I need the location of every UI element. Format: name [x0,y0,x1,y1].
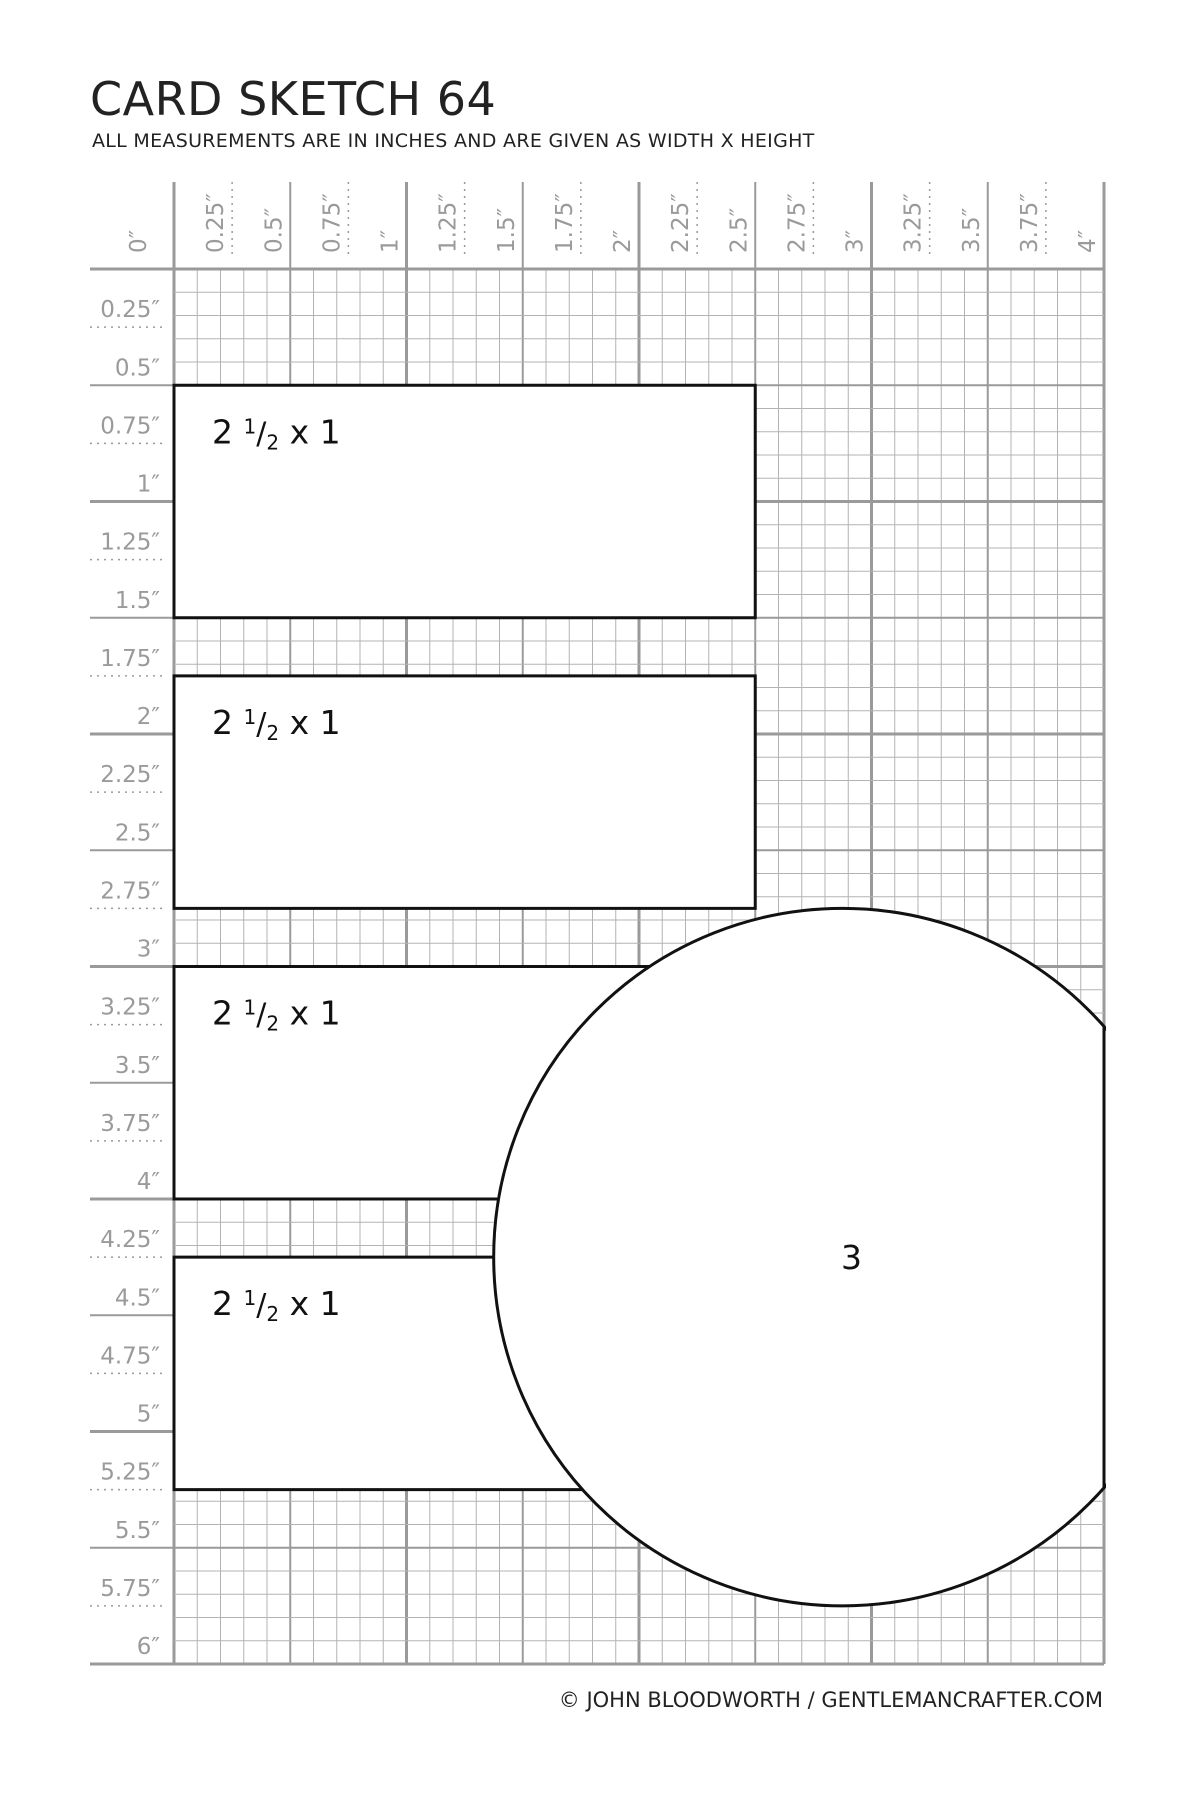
copyright-footer: © JOHN BLOODWORTH / GENTLEMANCRAFTER.COM [558,1688,1103,1712]
origin-label: 0″ [126,229,152,253]
column-tick-label: 0.25″ [203,193,230,253]
row-tick-label: 5″ [136,1401,160,1428]
row-tick-label: 0.75″ [100,413,160,440]
row-tick-label: 2″ [136,704,160,730]
column-tick-label: 3″ [842,229,869,253]
row-tick-label: 0.25″ [100,297,160,324]
row-tick-label: 1.5″ [114,587,160,614]
column-tick-label: 1.75″ [551,193,578,253]
row-tick-label: 5.75″ [100,1575,160,1602]
column-tick-label: 1.5″ [493,207,520,253]
row-tick-label: 4.5″ [114,1285,160,1312]
panel-dimension-label: 2 $^1$/2 x 1 [212,1284,341,1327]
column-tick-label: 2″ [610,229,636,253]
row-tick-label: 4″ [136,1169,160,1195]
column-tick-label: 3.5″ [958,207,985,253]
column-tick-label: 0.75″ [319,193,346,253]
row-tick-label: 3.25″ [100,994,160,1021]
sketch-shapes [174,385,1191,1606]
column-tick-label: 3.75″ [1016,193,1043,253]
panel-dimension-label: 2 $^1$/2 x 1 [212,412,341,455]
row-tick-label: 0.5″ [114,355,160,382]
row-tick-label: 1.75″ [100,645,160,672]
row-tick-label: 2.25″ [100,762,160,789]
column-tick-label: 1″ [377,229,404,253]
circle-diameter-label: 3 [840,1238,862,1278]
row-tick-label: 3″ [136,936,160,963]
row-tick-label: 2.75″ [100,878,160,905]
page-title: CARD SKETCH 64 [90,72,497,126]
row-tick-label: 4.25″ [100,1227,160,1254]
column-ruler [126,182,1101,257]
panel-dimension-label: 2 $^1$/2 x 1 [212,702,341,745]
row-tick-label: 6″ [136,1634,160,1660]
row-tick-label: 4.75″ [100,1343,160,1370]
column-tick-label: 1.25″ [435,193,462,253]
row-tick-label: 3.5″ [114,1052,160,1079]
row-tick-label: 5.5″ [114,1517,160,1544]
column-tick-label: 2.5″ [726,207,753,253]
column-tick-label: 2.75″ [784,193,811,253]
page-subtitle: ALL MEASUREMENTS ARE IN INCHES AND ARE GIVEN AS WIDTH X HEIGHT [92,130,815,152]
column-tick-label: 4″ [1075,229,1101,253]
row-tick-label: 1″ [136,471,160,498]
column-tick-label: 0.5″ [261,207,288,253]
panel-dimension-label: 2 $^1$/2 x 1 [212,993,341,1036]
column-tick-label: 3.25″ [900,193,927,253]
row-tick-label: 2.5″ [114,820,160,847]
row-tick-label: 5.25″ [100,1459,160,1486]
row-tick-label: 1.25″ [100,529,160,556]
column-tick-label: 2.25″ [668,193,695,253]
row-tick-label: 3.75″ [100,1110,160,1137]
